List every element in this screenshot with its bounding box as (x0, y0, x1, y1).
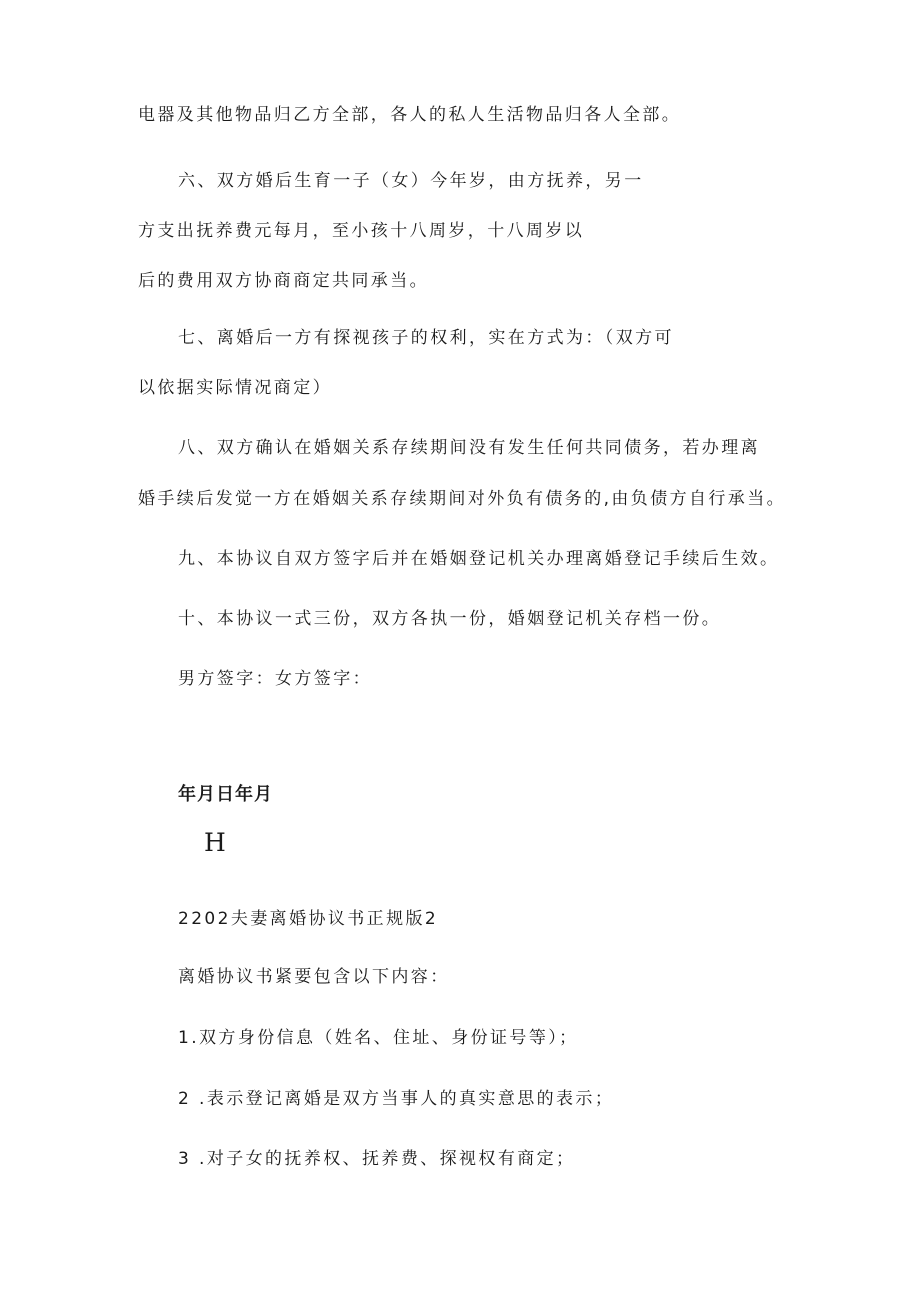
clause-six-line-3: 后的费用双方协商商定共同承当。 (138, 271, 429, 291)
signature-line: 男方签字：女方签字： (178, 669, 372, 689)
clause-six-line-2: 方支出抚养费元每月，至小孩十八周岁，十八周岁以 (138, 221, 585, 241)
clause-ten-line: 十、本协议一式三份，双方各执一份，婚姻登记机关存档一份。 (178, 609, 722, 629)
list-item-3: 3 .对子女的抚养权、抚养费、探视权有商定； (178, 1149, 576, 1169)
clause-seven-line-1: 七、离婚后一方有探视孩子的权利，实在方式为：（双方可 (178, 328, 674, 348)
clause-eight-line-2: 婚手续后发觉一方在婚姻关系存续期间对外负有债务的,由负债方自行承当。 (138, 489, 787, 509)
intro-line: 离婚协议书紧要包含以下内容： (178, 967, 450, 987)
list-item-2: 2 .表示登记离婚是双方当事人的真实意思的表示； (178, 1089, 615, 1109)
paragraph-property-line: 电器及其他物品归乙方全部，各人的私人生活物品归各人全部。 (138, 105, 682, 125)
h-mark: H (204, 828, 226, 857)
list-item-1: 1.双方身份信息（姓名、住址、身份证号等）； (178, 1028, 579, 1048)
date-line: 年月日年月 (178, 784, 273, 805)
clause-nine-line: 九、本协议自双方签字后并在婚姻登记机关办理离婚登记手续后生效。 (178, 549, 780, 569)
clause-seven-line-2: 以依据实际情况商定） (138, 378, 332, 398)
section-title: 2202夫妻离婚协议书正规版2 (178, 909, 439, 929)
clause-eight-line-1: 八、双方确认在婚姻关系存续期间没有发生任何共同债务，若办理离 (178, 438, 760, 458)
clause-six-line-1: 六、双方婚后生育一子（女）今年岁，由方抚养，另一 (178, 171, 644, 191)
